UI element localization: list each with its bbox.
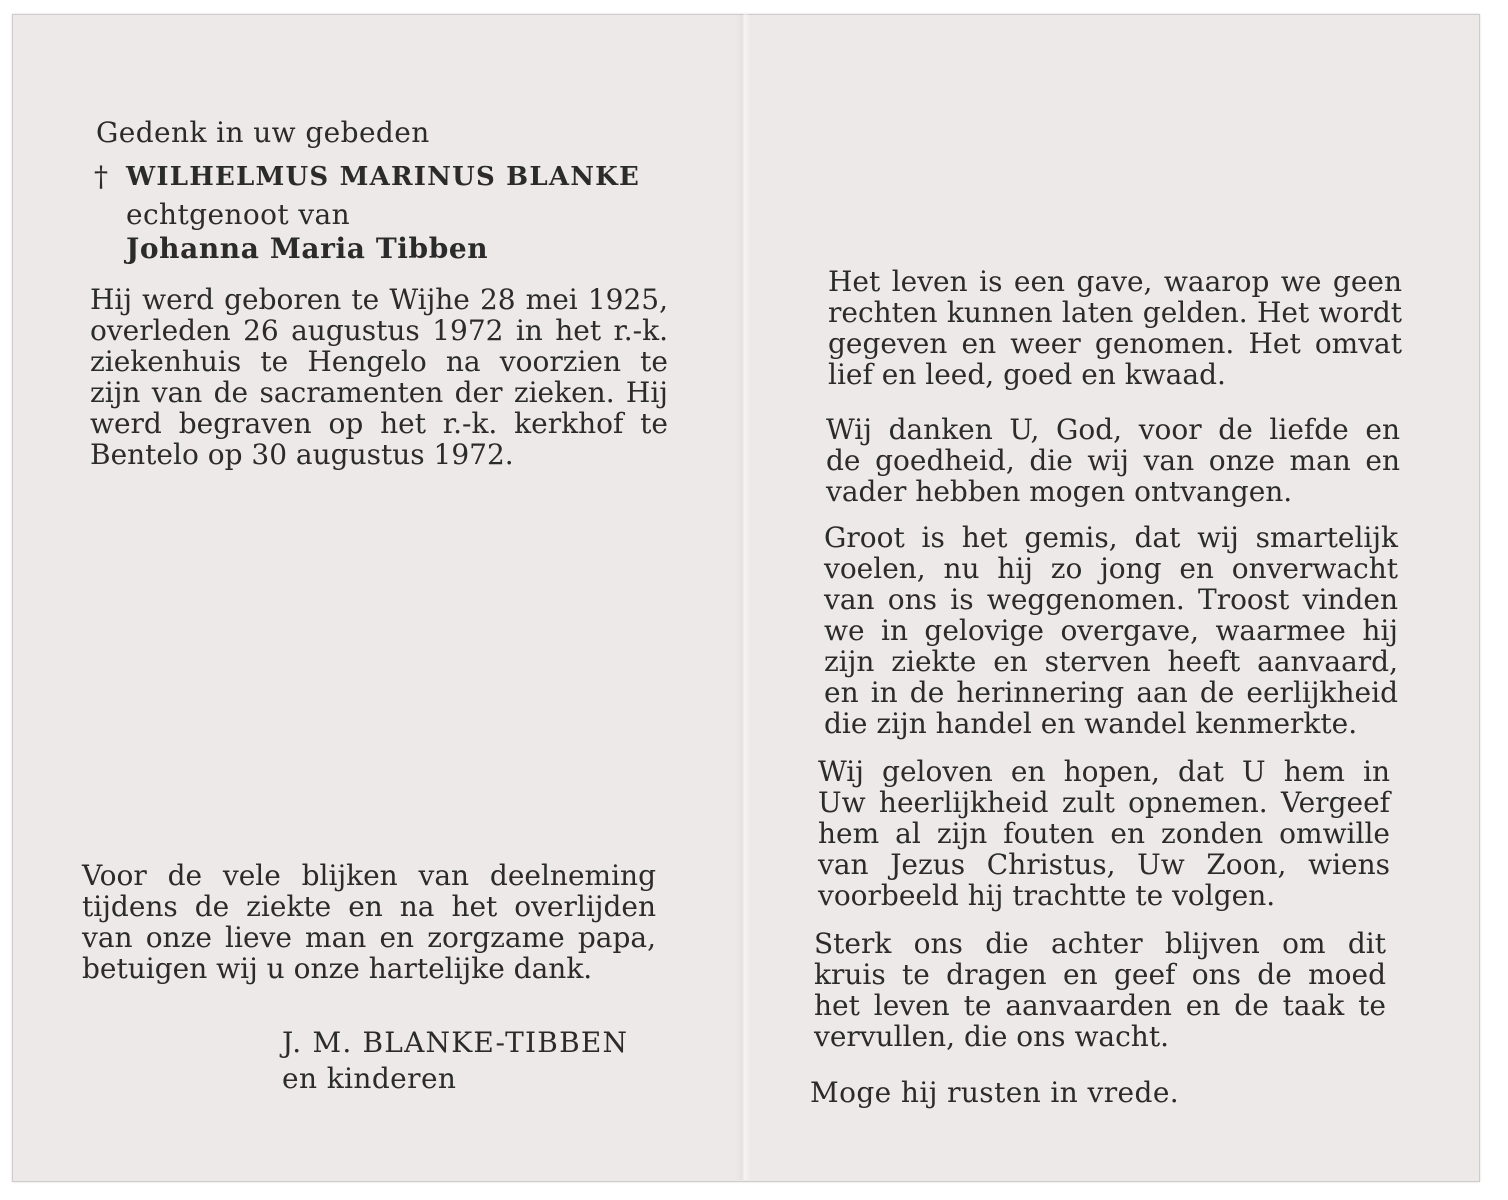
paragraph-line: Groot is het gemis, dat wij smartelijk	[824, 521, 1398, 554]
spouse-intro: echtgenoot van	[126, 198, 351, 231]
paragraph-line: die zijn handel en wandel kenmerkte.	[824, 707, 1358, 740]
paragraph-line: gegeven en weer genomen. Het omvat	[828, 327, 1402, 360]
thanks-message	[82, 860, 656, 984]
paragraph-line: van Jezus Christus, Uw Zoon, wiens	[818, 848, 1390, 881]
biography	[90, 284, 668, 470]
paragraph-line: zijn ziekte en sterven heeft aanvaard,	[824, 645, 1398, 678]
paragraph-line: hem al zijn fouten en zonden omwille	[818, 817, 1390, 850]
thanks-line: tijdens de ziekte en na het overlijden	[82, 890, 656, 923]
paragraph-line: Wij danken U, God, voor de liefde en	[826, 413, 1400, 446]
biography-line: zijn van de sacramenten der zieken. Hij	[90, 376, 668, 409]
paragraph-loss	[824, 522, 1398, 739]
thanks-line: Voor de vele blijken van deelneming	[82, 859, 656, 892]
paragraph-line: Wij geloven en hopen, dat U hem in	[818, 755, 1390, 788]
cross-icon: †	[94, 160, 109, 193]
signature-name: J. M. BLANKE-TIBBEN	[282, 1026, 629, 1059]
paragraph-line: voorbeeld hij trachtte te volgen.	[818, 879, 1276, 912]
paragraph-line: kruis te dragen en geef ons de moed	[814, 958, 1386, 991]
deceased-name: WILHELMUS MARINUS BLANKE	[126, 162, 640, 192]
spouse-name: Johanna Maria Tibben	[126, 232, 489, 265]
card-fold	[736, 14, 750, 1180]
paragraph-line: en in de herinnering aan de eerlijkheid	[824, 676, 1398, 709]
paragraph-line: Het leven is een gave, waarop we geen	[828, 265, 1402, 298]
biography-line: werd begraven op het r.-k. kerkhof te	[90, 407, 668, 440]
paragraph-line: rechten kunnen laten gelden. Het wordt	[828, 296, 1402, 329]
paragraph-line: we in gelovige overgave, waarmee hij	[824, 614, 1398, 647]
paragraph-line: voelen, nu hij zo jong en onverwacht	[824, 552, 1398, 585]
intro-text: Gedenk in uw gebeden	[96, 116, 430, 149]
closing-line: Moge hij rusten in vrede.	[810, 1076, 1180, 1109]
paragraph-thanks-god	[826, 414, 1400, 507]
signature-sub: en kinderen	[282, 1062, 457, 1095]
paragraph-gift	[828, 266, 1402, 390]
thanks-line: van onze lieve man en zorgzame papa,	[82, 921, 656, 954]
biography-line: Bentelo op 30 augustus 1972.	[90, 438, 514, 471]
paragraph-line: van ons is weggenomen. Troost vinden	[824, 583, 1398, 616]
paragraph-line: Sterk ons die achter blijven om dit	[814, 927, 1386, 960]
paragraph-faith	[818, 756, 1390, 911]
paragraph-strength	[814, 928, 1386, 1052]
paragraph-line: vader hebben mogen ontvangen.	[826, 475, 1293, 508]
paragraph-line: het leven te aanvaarden en de taak te	[814, 989, 1386, 1022]
thanks-line: betuigen wij u onze hartelijke dank.	[82, 952, 593, 985]
biography-line: Hij werd geboren te Wijhe 28 mei 1925,	[90, 283, 668, 316]
paragraph-line: Uw heerlijkheid zult opnemen. Vergeef	[818, 786, 1390, 819]
paragraph-line: de goedheid, die wij van onze man en	[826, 444, 1400, 477]
paragraph-line: lief en leed, goed en kwaad.	[828, 358, 1226, 391]
biography-line: overleden 26 augustus 1972 in het r.-k.	[90, 314, 668, 347]
biography-line: ziekenhuis te Hengelo na voorzien te	[90, 345, 668, 378]
paragraph-line: vervullen, die ons wacht.	[814, 1020, 1169, 1053]
